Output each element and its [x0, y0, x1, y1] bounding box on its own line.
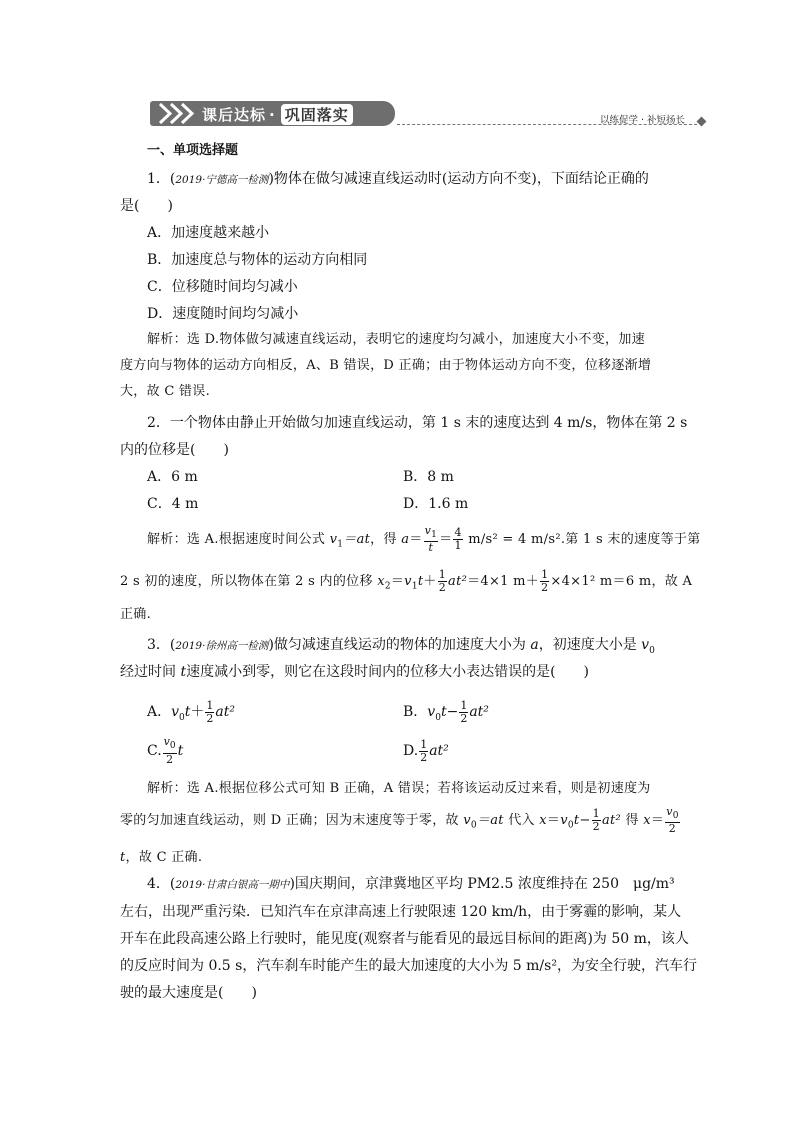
q1-option-a: A．加速度越来越小 [147, 225, 270, 241]
banner-subtitle: 巩固落实 [281, 104, 353, 125]
q1-stem-line2: 是( ) [120, 198, 173, 214]
q3-stem-line1: 3．(2019·徐州高一检测)做匀减速直线运动的物体的加速度大小为 a，初速度大小是 $v_0$ [147, 637, 655, 656]
fraction: $\frac{1}{2}$ [438, 568, 447, 594]
q1-solution-line2: 度方向与物体的运动方向相反，A、B 错误，D 正确；由于物体运动方向不变，位移逐渐增 [120, 358, 652, 373]
fraction: $\frac{v_0}{2}$ [666, 805, 679, 836]
fraction: $\frac{4}{1}$ [454, 526, 462, 553]
q3-solution-line2: 零的匀加速直线运动，则 D 正确；因为末速度等于零，故 $v_0=at$ 代入 $x=v_0t-$ $\frac{1}{2}$ at² 得 x＝ $\frac{v_0}{2}$ [120, 805, 679, 836]
q1-option-c: C．位移随时间均匀减小 [147, 279, 298, 295]
section-banner [150, 101, 395, 126]
q2-option-b: B．8 m [403, 469, 454, 485]
q2-option-c: C．4 m [147, 496, 199, 512]
q3-solution-line1: 解析：选 A.根据位移公式可知 B 正确，A 错误；若将该运动反过来看，则是初速度为 [147, 781, 651, 796]
fraction: $\frac{v_0}{2}$ [163, 735, 176, 766]
fraction: $\frac{1}{2}$ [420, 737, 428, 764]
q2-option-d: D．1.6 m [403, 496, 469, 512]
fraction: $\frac{1}{2}$ [206, 698, 214, 725]
q4-stem-line1: 4．(2019·甘肃白银高一期中)国庆期间，京津冀地区平均 PM2.5 浓度维持在 250 μg/m³ [147, 876, 675, 892]
q1-option-d: D．速度随时间均匀减小 [147, 306, 299, 322]
q1-option-b: B．加速度总与物体的运动方向相同 [147, 252, 368, 268]
q3-source: 2019·徐州高一检测 [175, 640, 269, 652]
banner-title: 课后达标 · 巩固落实 [202, 104, 353, 125]
q3-stem-line2: 经过时间 t速度减小到零，则它在这段时间内的位移大小表达错误的是( ) [120, 664, 590, 680]
diamond-icon [697, 117, 707, 127]
q2-stem-line1: 2．一个物体由静止开始做匀加速直线运动，第 1 s 末的速度达到 4 m/s，物体在第 2 s [147, 415, 688, 431]
q2-option-a: A．6 m [147, 469, 198, 485]
q1-stem-line1: 1．(2019·宁德高一检测)物体在做匀减速直线运动时(运动方向不变)，下面结论正确的 [147, 171, 649, 187]
q4-stem-line3: 开车在此段高速公路上行驶时，能见度(观察者与能看见的最远目标间的距离)为 50 m，该人 [120, 931, 689, 947]
q4-stem-line4: 的反应时间为 0.5 s，汽车刹车时能产生的最大加速度的大小为 5 m/s²，为安全行驶，汽车行 [120, 958, 697, 974]
q2-stem-line2: 内的位移是( ) [120, 442, 229, 458]
q2-solution-line2: 2 s 初的速度，所以物体在第 2 s 内的位移 $x_2=v_1t+$ $\frac{1}{2}$ at²＝4×1 m＋ $\frac{1}{2}$ ×4×1² m＝6 m，故 A [120, 568, 693, 594]
chevron-double-icon [154, 101, 200, 126]
q1-source: 2019·宁德高一检测 [175, 174, 269, 186]
q4-stem-line2: 左右，出现严重污染．已知汽车在京津高速上行驶限速 120 km/h，由于雾霾的影响，某人 [120, 904, 682, 920]
q1-solution-line3: 大，故 C 错误. [120, 384, 211, 399]
q2-solution-line1: 解析：选 A.根据速度时间公式 $v_1=at$，得 a＝ $\frac{v_1}{t}$ ＝ $\frac{4}{1}$ m/s² = 4 m/s².第 1 s 末的速度等于第 [147, 524, 701, 555]
fraction: $\frac{1}{2}$ [460, 698, 468, 725]
header-slogan: 以练促学 · 补短扬长 [600, 115, 686, 126]
q3-option-b: B．$v_0t-$ $\frac{1}{2}$ at² [403, 698, 489, 725]
q4-source: 2019·甘肃白银高一期中 [175, 879, 290, 891]
fraction: $\frac{1}{2}$ [592, 807, 600, 834]
q3-option-d: D. $\frac{1}{2}$ at² [403, 737, 449, 764]
q4-stem-line5: 驶的最大速度是( ) [120, 985, 257, 1001]
q1-solution-line1: 解析：选 D.物体做匀减速直线运动，表明它的速度均匀减小，加速度大小不变，加速 [147, 332, 645, 347]
q3-option-c: C. $\frac{v_0}{2}$ t [147, 735, 184, 766]
q3-solution-line3: t，故 C 正确. [120, 850, 203, 865]
section-title: 一、单项选择题 [147, 143, 239, 158]
q2-solution-line3: 正确. [120, 607, 152, 622]
fraction: $\frac{1}{2}$ [541, 568, 549, 594]
q3-option-a: A．$v_0t+$ $\frac{1}{2}$ at² [147, 698, 236, 725]
fraction: $\frac{v_1}{t}$ [424, 524, 438, 555]
